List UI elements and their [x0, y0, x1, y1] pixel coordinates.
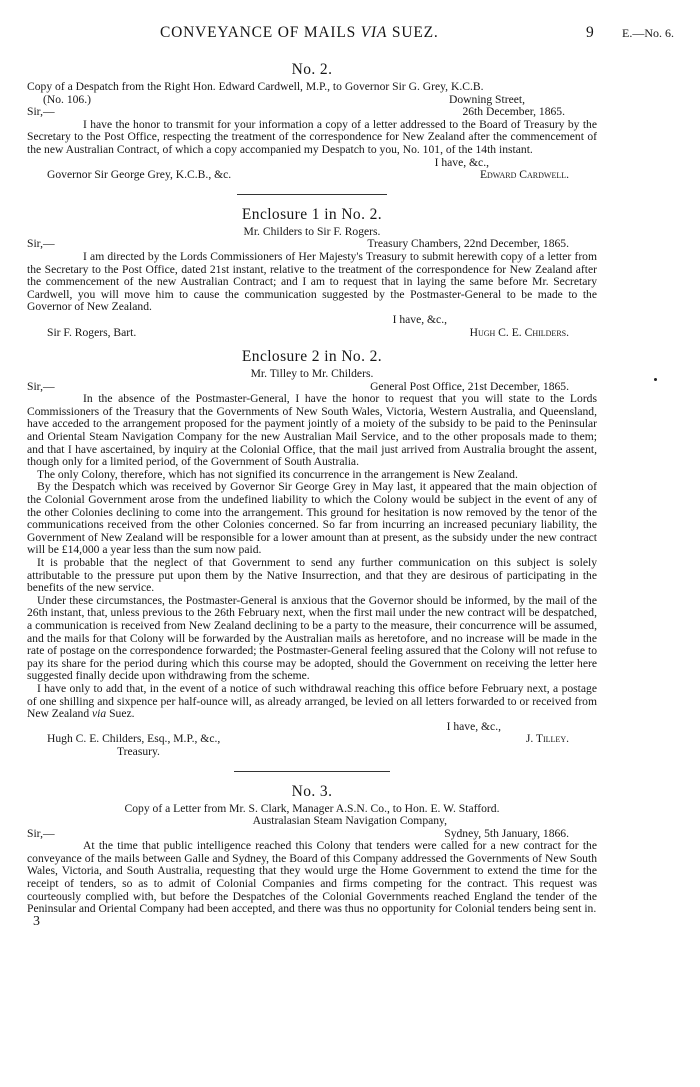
addressee-line-2: Treasury.: [117, 744, 160, 758]
section-subtitle: Mr. Childers to Sir F. Rogers.: [243, 224, 381, 238]
place-line: Downing Street,: [449, 92, 525, 106]
body-paragraph: By the Despatch which was received by Governor Sir George Grey in May last, it appeared that the main objection of the Colonial Government arose from the undefined liability to which the Colony would be subject in the event of any of the other Colonies declining to come into the arrangement. This ground for hesitation is now removed by the tenor of the communications received from the other Colonies concerned. So far from incurring an increased pecuniary liability, the Government of New Zealand will be responsible for a lower amount than at present, as the subsidy under the new contract will be £14,000 a year less than the sum now paid.: [27, 480, 597, 557]
despatch-number: (No. 106.): [43, 92, 91, 106]
section-heading: No. 2.: [291, 61, 333, 78]
paragraph-italic: via: [92, 707, 107, 721]
signature: Hugh C. E. Childers.: [469, 325, 569, 339]
section-heading: No. 3.: [291, 782, 333, 800]
body-paragraph: It is probable that the neglect of that Government to send any further communication on this subject is solely attributable to the pressure put upon them by the Native Insurrection, and that they are desirous of participating in the benefits of the new service.: [27, 556, 597, 595]
document-body: [27, 56, 597, 928]
body-paragraph: I have the honor to transmit for your information a copy of a letter addressed to the Board of Treasury by the Secretary to the Post Office, respecting the treatment of the correspondence for New Zealand after the commencement of the new Australian Contract, of which a copy accompanied my Despatch to you, No. 101, of the 14th instant.: [27, 117, 597, 156]
body-paragraph: I am directed by the Lords Commissioners of Her Majesty's Treasury to submit herewith copy of a letter from the Secretary to the Post Office, dated 21st instant, relative to the treatment of the correspondence for New Zealand after the commencement of the new Australian Contract; and I am to request that in laying the same before Mr. Secretary Cardwell, you will move him to cause the communication suggested by the Postmaster-General to be made to the Governor of New Zealand.: [27, 249, 597, 314]
section-subtitle: Copy of a Despatch from the Right Hon. Edward Cardwell, M.P., to Governor Sir G. Grey, K.C.B.: [27, 80, 484, 93]
section-heading: Enclosure 1 in No. 2.: [241, 205, 383, 223]
signature-row: [27, 733, 597, 746]
paragraph-text-end: Suez.: [106, 707, 135, 721]
addressee: Governor Sir George Grey, K.C.B., &c.: [47, 168, 232, 182]
running-header-title: [160, 24, 439, 42]
date-line: 26th December, 1865.: [462, 105, 565, 119]
salutation: Sir,—: [27, 105, 55, 119]
enclosure-2: [27, 347, 597, 758]
section-divider: [234, 771, 390, 772]
enclosure-1: [27, 205, 597, 339]
page-number: 9: [586, 24, 594, 41]
body-paragraph: The only Colony, therefore, which has not signified its concurrence in the arrangement is New Zealand.: [37, 467, 518, 481]
section-heading: Enclosure 2 in No. 2.: [241, 348, 383, 366]
header-title-italic: VIA: [360, 24, 388, 41]
header-title-end: SUEZ.: [387, 24, 439, 41]
salutation: Sir,—: [27, 237, 55, 251]
section-subtitle: Copy of a Letter from Mr. S. Clark, Manager A.S.N. Co., to Hon. E. W. Stafford.: [124, 801, 500, 815]
letter-no-3: [27, 782, 597, 929]
paragraph-text: I have only to add that, in the event of a notice of such withdrawal reaching this office before February next, a postage of one shilling and sixpence per half-ounce will, as already arranged, be levied on all letters forwarded to or received from New Zealand: [27, 681, 597, 721]
salutation: Sir,—: [27, 379, 55, 393]
salutation: Sir,—: [27, 826, 55, 840]
signature-row: [27, 327, 597, 340]
salutation-row: [27, 106, 597, 119]
ink-speck: [654, 378, 657, 381]
signature-row: [27, 169, 597, 182]
addressee: Sir F. Rogers, Bart.: [47, 325, 137, 339]
body-paragraph: At the time that public intelligence reached this Colony that tenders were called for a new contract for the conveyance of the mails between Galle and Sydney, the Board of this Company addressed the Governments of New South Wales, Victoria, and South Australia, requesting that they would urge the Home Government to extend the time for the receipt of tenders, so as to admit of Colonial Companies and firms competing for the contract. This request was courteously complied with, but before the Despatches of the Colonial Governments reached England the tender of the Peninsular and Oriental Company had been accepted, and there was thus no opportunity for Colonial tenders being sent in.: [27, 839, 597, 916]
signature-mark: 3: [33, 913, 40, 929]
closing-line: I have, &c.,: [434, 155, 489, 169]
place-date-line: Treasury Chambers, 22nd December, 1865.: [367, 237, 569, 251]
closing-line: I have, &c.,: [392, 312, 447, 326]
spacer: [27, 339, 597, 343]
signature: J. Tilley.: [525, 732, 569, 746]
signature: Edward Cardwell.: [479, 168, 569, 182]
section-divider: [237, 194, 387, 195]
addressee: Hugh C. E. Childers, Esq., M.P., &c.,: [47, 732, 221, 746]
header-title-main: CONVEYANCE OF MAILS: [160, 24, 361, 41]
section-subtitle: Mr. Tilley to Mr. Childers.: [250, 367, 374, 381]
body-paragraph: In the absence of the Postmaster-General, I have the honor to request that you will state to the Lords Commissioners of the Treasury that the Governments of New South Wales, Victoria, Western Australia, and Queensland, have acceded to the arrangement proposed for the payment jointly of a moiety of the subsidy to be paid to the Peninsular and Oriental Steam Navigation Company for the new Australian Mail Service, and to the other proposals made to them; and that I have ascertained, by inquiry at the Colonial Office, that the mail just arrived from Australia brought the assent, though only for a limited period, of the Government of South Australia.: [27, 392, 597, 469]
place-date-line: Sydney, 5th January, 1866.: [444, 826, 569, 840]
paper-reference: E.—No. 6.: [622, 26, 674, 40]
body-paragraph: Under these circumstances, the Postmaster-General is anxious that the Governor should be informed, by the mail of the 26th instant, that, unless previous to the 26th February next, when the first mail under the new contract will be despatched, a communication is received from New Zealand declining to be a party to the measure, their concurrence will be assumed, and the mails for that Colony will be forwarded by the Australian mails as heretofore, and no increase will be made in the rate of postage on the correspondence forwarded; the Postmaster-General feeling assured that the Colony will not refuse to pay its share for the period during which this course may be adopted, should the Government on receiving the letter here suggested finally decide upon withdrawing from the scheme.: [27, 593, 597, 683]
organisation-line: Australasian Steam Navigation Company,: [252, 814, 447, 828]
place-date-line: General Post Office, 21st December, 1865.: [370, 379, 569, 393]
closing-line: I have, &c.,: [446, 719, 501, 733]
body-paragraph: [27, 683, 597, 721]
despatch-no-2: [27, 60, 597, 182]
